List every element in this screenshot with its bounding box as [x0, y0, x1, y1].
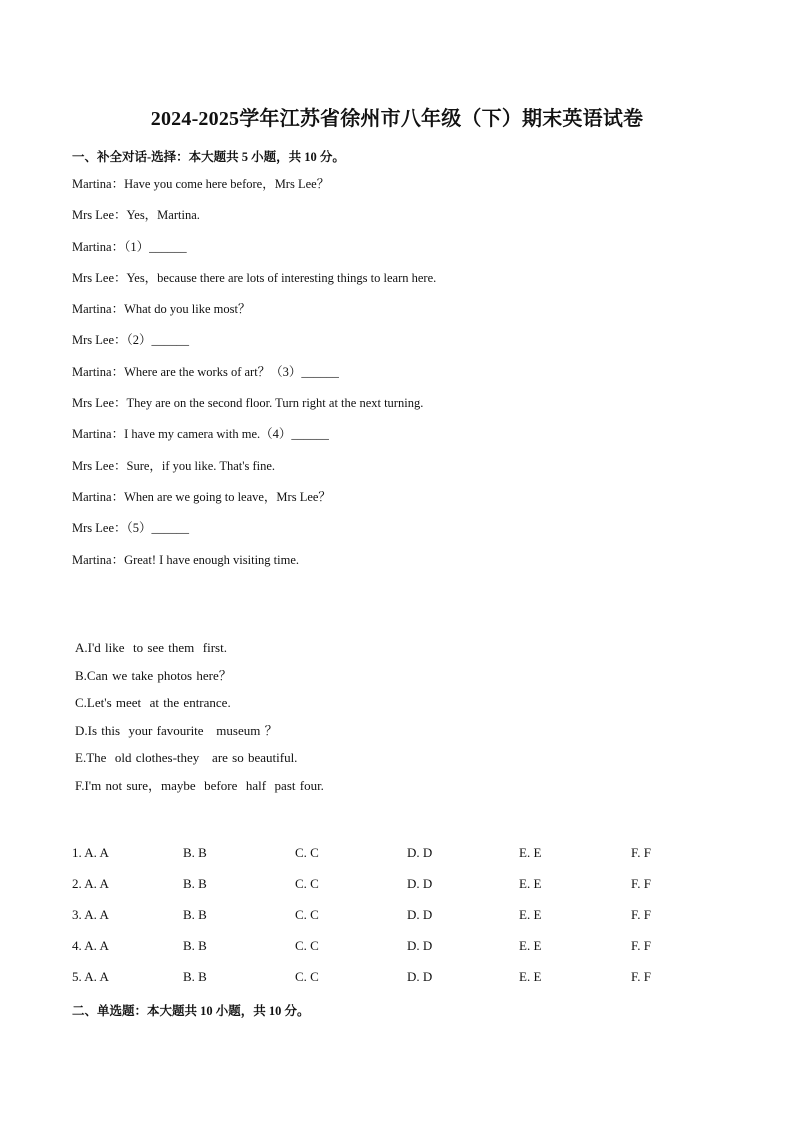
- answer-choice[interactable]: B. B: [183, 938, 207, 953]
- answer-choice[interactable]: D. D: [407, 876, 433, 891]
- answer-choice[interactable]: E. E: [519, 938, 542, 953]
- answer-choice[interactable]: F. F: [631, 845, 651, 860]
- dialogue-line: Mrs Lee：（5）______: [72, 521, 189, 536]
- option-item: E.The old clothes-they are so beautiful.: [75, 750, 298, 765]
- answer-choice[interactable]: E. E: [519, 876, 542, 891]
- dialogue-line: Martina：Great! I have enough visiting time.: [72, 552, 300, 567]
- answer-choice[interactable]: D. D: [407, 938, 433, 953]
- option-item: F.I'm not sure，maybe before half past four.: [75, 777, 324, 793]
- answer-choice[interactable]: E. E: [519, 969, 542, 984]
- answer-choice[interactable]: 4. A. A: [72, 938, 109, 953]
- option-item: C.Let's meet at the entrance.: [75, 695, 231, 710]
- answer-choice[interactable]: C. C: [295, 845, 319, 860]
- answer-choice[interactable]: C. C: [295, 907, 319, 922]
- answer-choice[interactable]: 1. A. A: [72, 845, 109, 860]
- answer-choice[interactable]: D. D: [407, 969, 433, 984]
- dialogue-line: Martina：（1）______: [72, 239, 187, 254]
- answer-choice[interactable]: B. B: [183, 969, 207, 984]
- answer-choice[interactable]: C. C: [295, 969, 319, 984]
- dialogue-block: [72, 176, 436, 583]
- option-item: A.I'd like to see them first.: [75, 640, 227, 655]
- dialogue-line: Martina：Where are the works of art？（3）______: [72, 364, 339, 379]
- dialogue-line: Mrs Lee：Yes，Martina.: [72, 208, 200, 223]
- answer-choice[interactable]: E. E: [519, 845, 542, 860]
- answer-choice[interactable]: 2. A. A: [72, 876, 109, 891]
- section-2-heading: 二、单选题：本大题共 10 小题，共 10 分。: [72, 1004, 310, 1018]
- dialogue-line: Mrs Lee：Yes，because there are lots of interesting things to learn here.: [72, 270, 437, 285]
- option-item: D.Is this your favourite museum ？: [75, 722, 278, 738]
- dialogue-line: Mrs Lee：They are on the second floor. Turn right at the next turning.: [72, 396, 424, 411]
- answer-choice[interactable]: F. F: [631, 938, 651, 953]
- dialogue-line: Martina：When are we going to leave，Mrs Lee？: [72, 489, 331, 504]
- answer-choice[interactable]: F. F: [631, 969, 651, 984]
- page-title: 2024-2025学年江苏省徐州市八年级（下）期末英语试卷: [150, 108, 644, 130]
- answer-choice[interactable]: E. E: [519, 907, 542, 922]
- answer-choice[interactable]: B. B: [183, 845, 207, 860]
- dialogue-line: Martina：Have you come here before，Mrs Lee？: [72, 177, 330, 191]
- answer-choice[interactable]: C. C: [295, 938, 319, 953]
- answer-choice[interactable]: B. B: [183, 907, 207, 922]
- dialogue-line: Mrs Lee：Sure，if you like. That's fine.: [72, 458, 276, 473]
- answer-choice[interactable]: 5. A. A: [72, 969, 109, 984]
- answer-choice[interactable]: D. D: [407, 907, 433, 922]
- answer-choice[interactable]: F. F: [631, 907, 651, 922]
- dialogue-line: Martina：What do you like most？: [72, 302, 251, 317]
- option-list: [75, 640, 324, 805]
- option-item: B.Can we take photos here？: [75, 667, 232, 683]
- answer-choice[interactable]: B. B: [183, 876, 207, 891]
- answer-choice[interactable]: C. C: [295, 876, 319, 891]
- dialogue-line: Martina：I have my camera with me.（4）______: [72, 427, 329, 442]
- answer-choice[interactable]: F. F: [631, 876, 651, 891]
- answer-choice[interactable]: 3. A. A: [72, 907, 109, 922]
- answer-choice[interactable]: D. D: [407, 845, 433, 860]
- dialogue-line: Mrs Lee：（2）______: [72, 333, 189, 348]
- section-1-heading: 一、补全对话-选择：本大题共 5 小题，共 10 分。: [72, 150, 345, 164]
